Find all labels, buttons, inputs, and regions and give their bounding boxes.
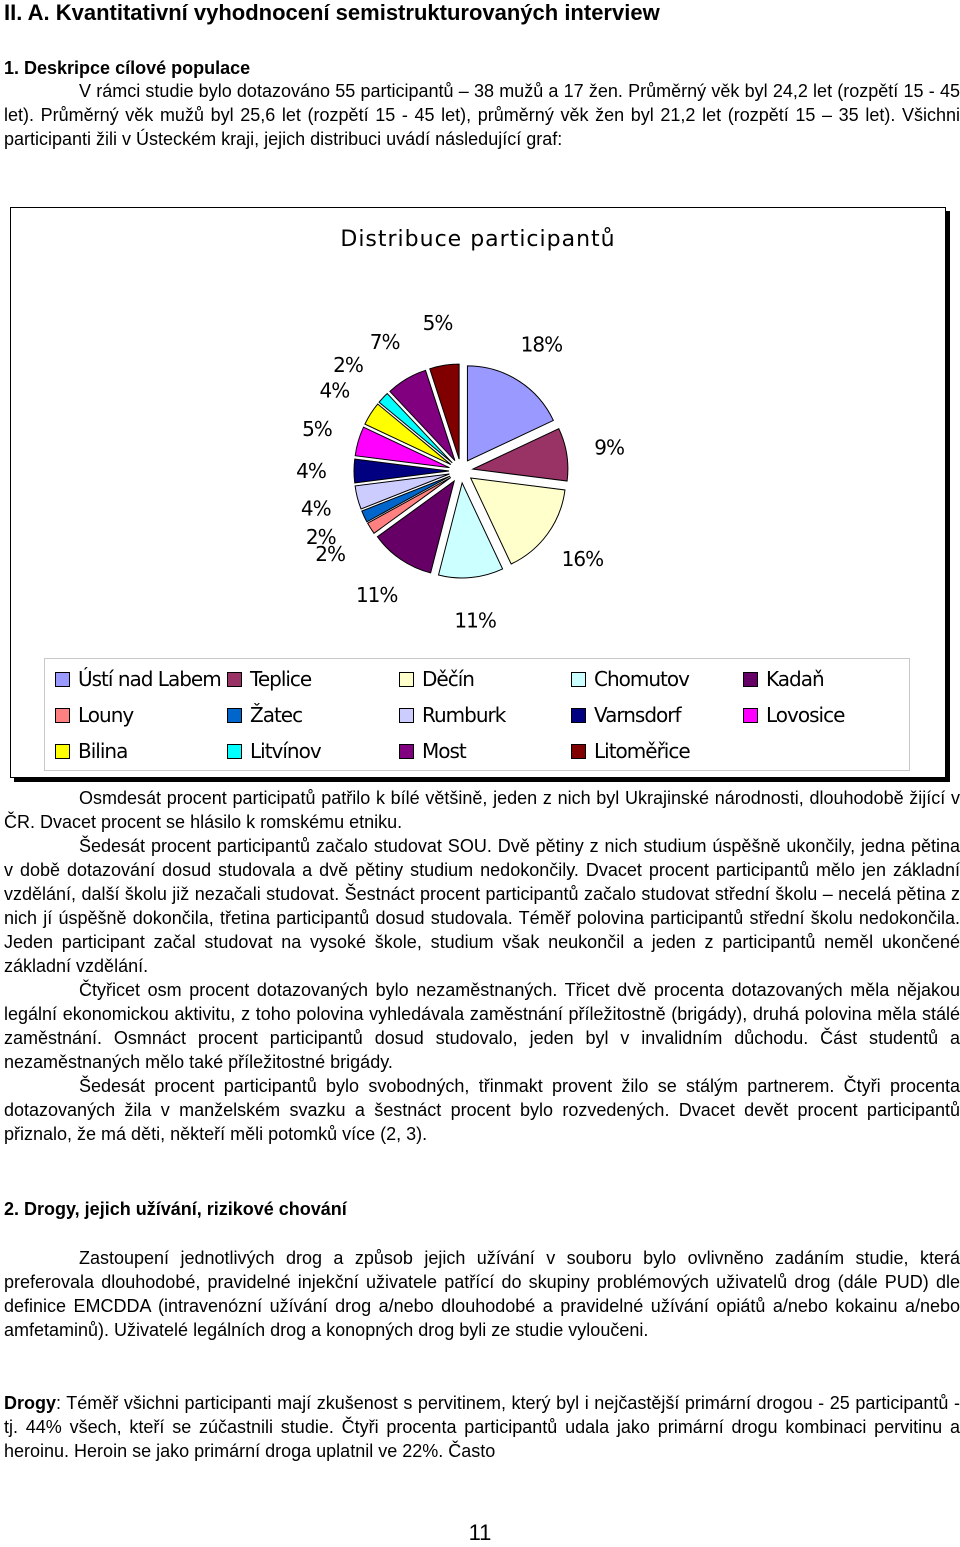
page-heading: II. A. Kvantitativní vyhodnocení semistrukturovaných interview — [4, 0, 660, 25]
legend-label: Kadaň — [766, 667, 824, 691]
legend-item — [571, 661, 689, 697]
drogy-label: Drogy — [4, 1393, 57, 1413]
legend-label: Most — [422, 739, 466, 763]
slice-label: 7% — [369, 329, 400, 354]
legend-swatch — [55, 744, 70, 759]
section-1-title: 1. Deskripce cílové populace — [4, 58, 251, 78]
legend-item — [55, 733, 127, 769]
employment-paragraph: Čtyřicet osm procent dotazovaných bylo nezaměstnaných. Třicet dvě procenta dotazovaných měla nějakou legální ekonomickou aktivitu, z toho polovina vyhledávala zaměstnání příležitostně (brigády), druhá polovina měla stálé zaměstnání. Osmnáct procent participantů dosud studovalo, jeden byl v invalidním důchodu. Část studentů a nezaměstnaných mělo také příležitostné brigády. — [4, 980, 960, 1072]
chart-title: Distribuce participantů — [340, 227, 616, 252]
section-2-paragraph — [4, 1246, 960, 1342]
slice-label: 4% — [300, 496, 331, 521]
legend-swatch — [743, 708, 758, 723]
legend-item — [55, 661, 221, 697]
legend-label: Chomutov — [594, 667, 689, 691]
slice-label: 18% — [520, 332, 563, 357]
legend-label: Ústí nad Labem — [78, 667, 221, 691]
legend-label: Rumburk — [422, 703, 506, 727]
legend-item — [571, 733, 690, 769]
legend-label: Varnsdorf — [594, 703, 681, 727]
legend-swatch — [743, 672, 758, 687]
legend-item — [743, 697, 844, 733]
legend-item — [227, 697, 302, 733]
legend-label: Litoměřice — [594, 739, 690, 763]
legend-item — [227, 733, 321, 769]
legend-swatch — [227, 744, 242, 759]
legend-label: Bilina — [78, 739, 128, 763]
legend-swatch — [571, 744, 586, 759]
ethnicity-paragraph: Osmdesát procent participatů patřilo k bílé většině, jeden z nich byl Ukrajinské národnosti, dlouhodobě žijící v ČR. Dvacet procent se hlásilo k romskému etniku. — [4, 788, 960, 832]
legend-swatch — [227, 672, 242, 687]
legend-item — [399, 661, 474, 697]
slice-label: 5% — [422, 310, 453, 335]
legend-label: Žatec — [250, 703, 303, 727]
legend-swatch — [55, 672, 70, 687]
pie-chart — [11, 268, 945, 708]
legend-swatch — [399, 744, 414, 759]
legend-swatch — [399, 672, 414, 687]
legend-item — [399, 733, 466, 769]
legend-item — [227, 661, 311, 697]
chart-legend — [44, 658, 910, 771]
pie-chart-box — [10, 207, 946, 778]
legend-label: Teplice — [250, 667, 312, 691]
intro-paragraph — [4, 79, 960, 151]
legend-item — [399, 697, 505, 733]
slice-label: 11% — [355, 583, 398, 608]
legend-label: Lovosice — [766, 703, 845, 727]
slice-label: 5% — [302, 417, 332, 442]
legend-swatch — [571, 708, 586, 723]
legend-swatch — [399, 708, 414, 723]
section-2-title: 2. Drogy, jejich užívání, rizikové chování — [4, 1199, 347, 1219]
legend-swatch — [571, 672, 586, 687]
legend-label: Louny — [78, 703, 134, 727]
slice-label: 4% — [319, 378, 350, 403]
section-2-text: Zastoupení jednotlivých drog a způsob jejich užívání v souboru bylo ovlivněno zadáním studie, která preferovala dlouhodobé, pravidelné injekční uživatele patřící do skupiny problémových uživatelů drog (dále PUD) dle definice EMCDDA (intravenózní užívání drog a/nebo dlouhodobé a pravidelné užívání opiátů a/nebo kokainu a/nebo amfetaminů). Uživatelé legálních drog a konopných drog byli ze studie vyloučeni. — [4, 1248, 960, 1340]
slice-label: 2% — [315, 542, 345, 567]
drogy-text: : Téměř všichni participanti mají zkušenost s pervitinem, který byl i nejčastější primární drogou - 25 participantů - tj. 44% všech, kteří se zúčastnili studie. Čtyři procenta participantů udala jako primární drogu kombinaci pervitinu a heroinu. Heroin se jako primární droga uplatnil ve 22%. Často — [4, 1393, 960, 1461]
drogy-paragraph — [4, 1391, 960, 1463]
after-chart-text — [4, 786, 960, 1146]
slice-label: 2% — [333, 352, 363, 377]
legend-item — [55, 697, 133, 733]
legend-item — [743, 661, 824, 697]
family-paragraph: Šedesát procent participantů bylo svobodných, třinmakt provent žilo se stálým partnerem. Čtyři procenta dotazovaných žila v manželském svazku a šestnáct procent bylo rozvedených. Dvacet devět procent participantů přiznalo, že má děti, někteří měli potomků více (2, 3). — [4, 1076, 960, 1144]
slice-label: 9% — [594, 435, 625, 460]
legend-swatch — [55, 708, 70, 723]
slice-label: 16% — [561, 547, 604, 572]
legend-swatch — [227, 708, 242, 723]
slice-label: 11% — [454, 608, 496, 633]
intro-text: V rámci studie bylo dotazováno 55 participantů – 38 mužů a 17 žen. Průměrný věk byl 24,2 let (rozpětí 15 - 45 let). Průměrný věk mužů byl 25,6 let (rozpětí 15 - 45 let), průměrný věk žen byl 21,2 let (rozpětí 15 – 35 let). Všichni participanti žili v Ústeckém kraji, jejich distribuci uvádí následující graf: — [4, 81, 960, 149]
page-number: 11 — [468, 1520, 492, 1545]
slice-label: 4% — [296, 459, 326, 483]
legend-label: Litvínov — [250, 739, 321, 763]
education-paragraph: Šedesát procent participantů začalo studovat SOU. Dvě pětiny z nich studium úspěšně ukončily, jedna pětina v době dotazování dosud studovala a dvě pětiny studium nedokončily. Dvacet procent participantů mělo jen základní vzdělání, další školu již nezačali studovat. Šestnáct procent participantů začalo studovat střední školu – necelá pětina z nich jí úspěšně dokončila, třetina participantů dosud studovala. Téměř polovina participantů střední školu nedokončila. Jeden participant začal studovat na vysoké škole, studium však neukončil a jeden z participantů neměl ukončené základní vzdělání. — [4, 836, 960, 976]
slice-label: 2% — [305, 524, 336, 549]
legend-item — [571, 697, 681, 733]
legend-label: Děčín — [422, 667, 474, 691]
